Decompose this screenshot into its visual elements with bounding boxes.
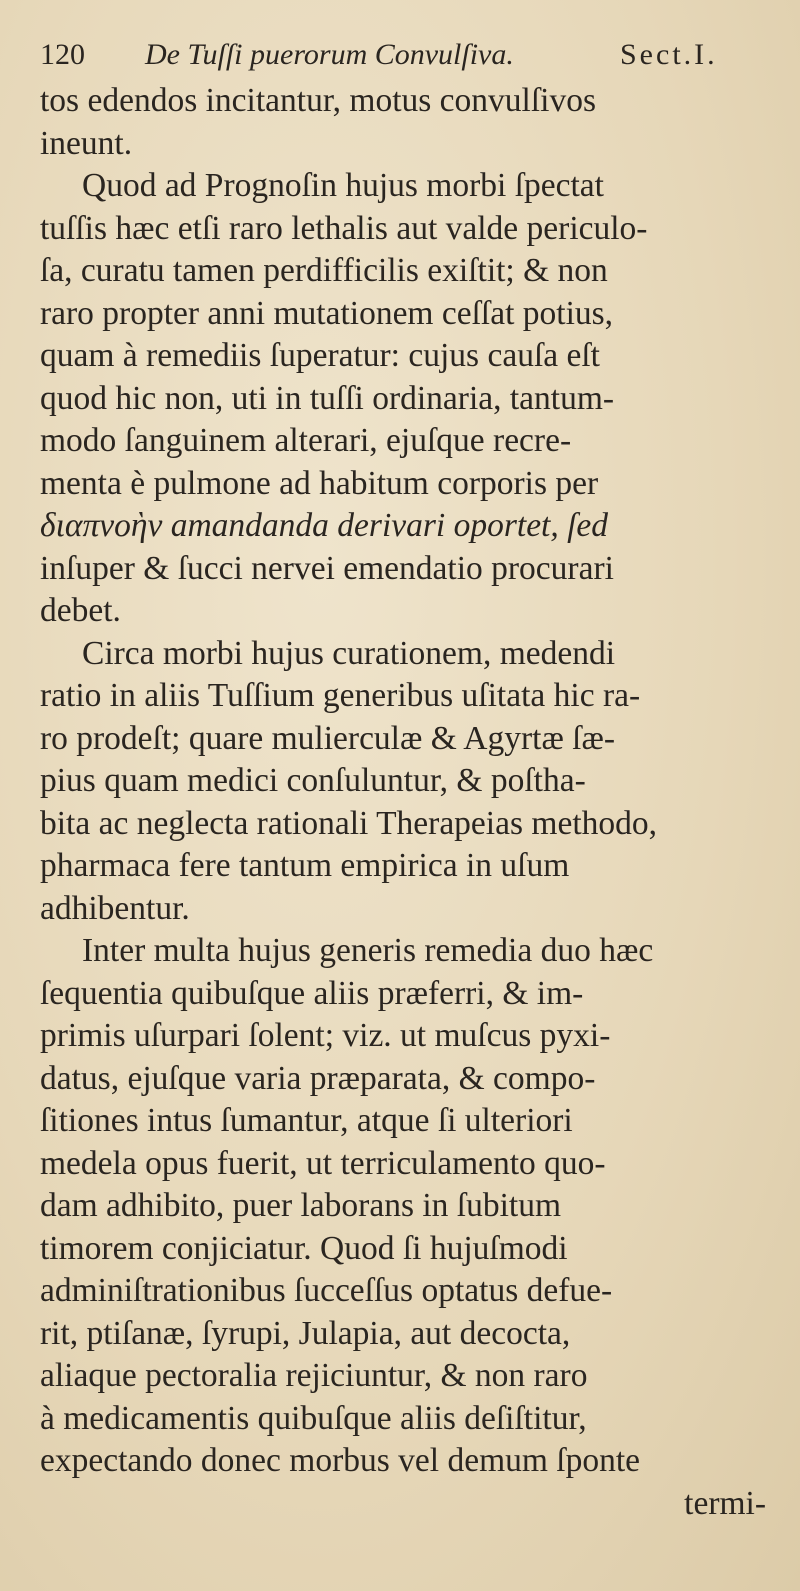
page-header [40,38,770,78]
text-line: datus, ejuſque varia præparata, & compo- [40,1059,596,1097]
text-line: modo ſanguinem alterari, ejuſque recre- [40,422,572,459]
text-line: quam à remediis ſuperatur: cujus cauſa eſt [40,337,600,374]
text-line: ſitiones intus ſumantur, atque ſi ulteriori [40,1102,573,1139]
body-text [40,80,770,1525]
text-line: quod hic non, uti in tuſſi ordinaria, tantum- [40,379,615,417]
text-line: pharmaca fere tantum empirica in uſum [40,847,570,884]
text-line: à medicamentis quibuſque aliis deſiſtitur, [40,1399,587,1437]
running-title: De Tuſſi puerorum Convulſiva. [145,38,514,71]
text-line: raro propter anni mutationem ceſſat potius, [40,294,614,332]
text-line: bita ac neglecta rationali Therapeias methodo, [40,804,658,842]
text-line: dam adhibito, puer laborans in ſubitum [40,1187,562,1224]
catchword: termi- [684,1484,766,1522]
text-line: ineunt. [40,124,133,162]
text-line: ratio in aliis Tuſſium generibus uſitata hic ra- [40,677,641,714]
text-line: tuſſis hæc etſi raro lethalis aut valde periculo- [40,209,648,247]
text-line: ro prodeſt; quare mulierculæ & Agyrtæ ſæ- [40,719,615,757]
paragraph-start-line: Circa morbi hujus curationem, medendi [82,634,616,672]
paragraph-start-line: Quod ad Prognoſin hujus morbi ſpectat [82,167,604,204]
text-line-greek: διαπνοὴν amandanda derivari oportet, ſed [40,507,609,544]
text-line: tos edendos incitantur, motus convulſivos [40,82,597,119]
text-line: adminiſtrationibus ſucceſſus optatus defue- [40,1272,613,1309]
text-line: aliaque pectoralia rejiciuntur, & non raro [40,1357,588,1394]
text-line: menta è pulmone ad habitum corporis per [40,464,599,502]
text-line: primis uſurpari ſolent; viz. ut muſcus pyxi- [40,1017,611,1054]
page-number: 120 [40,38,85,71]
text-line: inſuper & ſucci nervei emendatio procurari [40,549,614,587]
text-line: medela opus fuerit, ut terriculamento quo- [40,1144,606,1182]
section-mark: Sect.I. [620,38,718,71]
paragraph-start-line: Inter multa hujus generis remedia duo hæc [82,932,654,969]
text-line: ſa, curatu tamen perdifficilis exiſtit; & non [40,252,608,289]
text-line: debet. [40,592,121,629]
text-line: expectando donec morbus vel demum ſponte [40,1442,641,1479]
text-line: rit, ptiſanæ, ſyrupi, Julapia, aut decocta, [40,1314,571,1352]
text-line: pius quam medici conſuluntur, & poſtha- [40,762,586,799]
text-line: ſequentia quibuſque aliis præferri, & im- [40,974,584,1012]
text-line: adhibentur. [40,889,190,927]
text-line: timorem conjiciatur. Quod ſi hujuſmodi [40,1229,568,1267]
